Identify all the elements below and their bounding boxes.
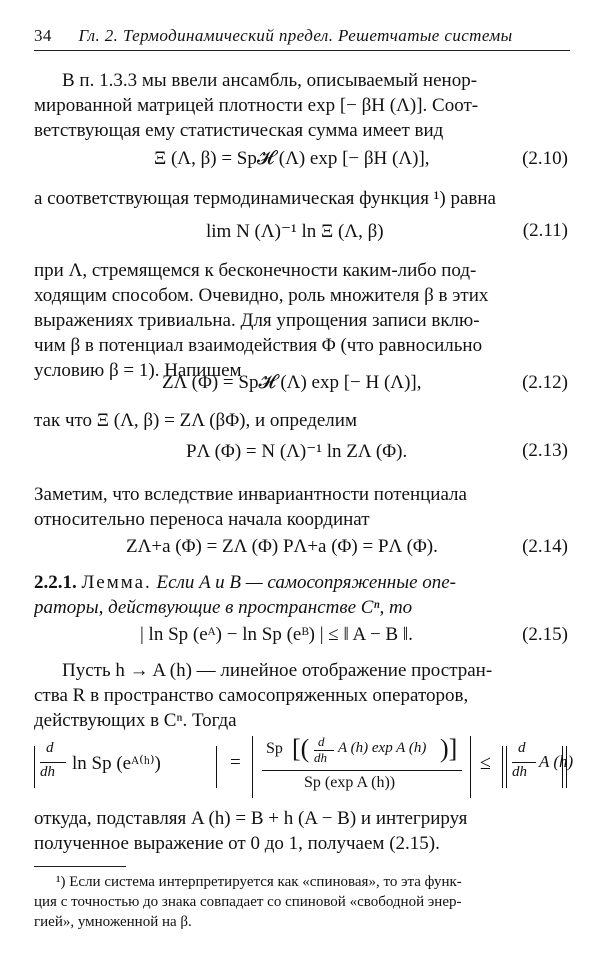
rhs-d: d [518, 740, 526, 756]
text-line: при Λ, стремящемся к бесконечности каким-либо под- [34, 260, 477, 281]
equation-number: (2.11) [522, 220, 568, 241]
text-line: В п. 1.3.3 мы ввели ансамбль, описываемый ненор- [62, 70, 478, 91]
abs-bar [34, 746, 35, 788]
frac-numerator: d [46, 740, 54, 756]
derivative-equation [34, 734, 574, 800]
paragraph-3 [34, 258, 570, 383]
equation-number: (2.15) [522, 624, 568, 645]
paragraph-1 [34, 68, 570, 143]
text-line: условию β = 1). Напишем [34, 360, 242, 381]
paragraph-2 [34, 186, 570, 211]
text-line: полученное выражение от 0 до 1, получаем (2.15). [34, 833, 440, 854]
equation-2-11 [34, 220, 570, 246]
bracket-close: )] [440, 734, 458, 763]
norm-bar [506, 746, 507, 788]
text-line: ветствующая ему статистическая сумма имеет вид [34, 120, 444, 141]
main-frac-line [262, 770, 462, 771]
abs-bar [252, 736, 253, 798]
text-line: а соответствующая термодинамическая функция ¹) равна [34, 188, 496, 209]
frac-denominator: dh [40, 764, 55, 780]
text-line: выражениях тривиальна. Для упрощения записи вклю- [34, 310, 480, 331]
footnote-rule [34, 866, 126, 867]
footnote [34, 872, 570, 932]
equation-formula: ZΛ (Φ) = Sp𝓗 (Λ) exp [− H (Λ)], [162, 372, 422, 393]
running-title: Гл. 2. Термодинамический предел. Решетчатые системы [78, 26, 513, 45]
inner-d: d [318, 734, 325, 749]
lemma-number: 2.2.1. [34, 572, 77, 593]
equation-number: (2.13) [522, 440, 568, 461]
lhs-expression: ln Sp (eᴬ⁽ʰ⁾) [72, 753, 161, 774]
equation-formula: | ln Sp (eᴬ) − ln Sp (eᴮ) | ≤ ‖ A − B ‖. [140, 624, 413, 645]
equation-formula: ZΛ+a (Φ) = ZΛ (Φ) PΛ+a (Φ) = PΛ (Φ). [126, 536, 438, 557]
equation-formula: PΛ (Φ) = N (Λ)⁻¹ ln ZΛ (Φ). [186, 441, 408, 462]
equation-2-13 [34, 440, 570, 466]
text-line: так что Ξ (Λ, β) = ZΛ (βΦ), и определим [34, 410, 357, 431]
abs-bar [470, 736, 471, 798]
equation-2-12 [34, 372, 570, 398]
equation-2-14 [34, 536, 570, 562]
frac-line [512, 762, 536, 763]
lemma-paragraph [34, 570, 570, 620]
paragraph-7 [34, 806, 570, 856]
footnote-line: ¹) Если система интерпретируется как «спиновая», то эта функ- [56, 874, 462, 890]
equation-2-15 [34, 624, 570, 650]
text-line: откуда, подставляя A (h) = B + h (A − B) и интегрируя [34, 808, 468, 829]
footnote-line: ция с точностью до знака совпадает со спиновой «свободной энер- [34, 894, 462, 910]
header-rule [34, 50, 570, 51]
frac-line [40, 762, 66, 763]
page-number: 34 [34, 26, 52, 45]
text-line: ства R в пространство самосопряженных операторов, [34, 685, 469, 706]
text-line: относительно переноса начала координат [34, 509, 370, 530]
text-line: чим β в потенциал взаимодействия Φ (что равносильно [34, 335, 483, 356]
abs-bar [216, 746, 217, 788]
lemma-word: Лемма. [81, 572, 152, 593]
rhs-expression: A (h) [539, 752, 574, 771]
running-header [34, 26, 570, 48]
equation-formula: lim N (Λ)⁻¹ ln Ξ (Λ, β) [206, 221, 384, 242]
paragraph-5 [34, 482, 570, 532]
num-inner: A (h) exp A (h) [338, 740, 427, 756]
inner-dh: dh [314, 750, 327, 765]
lemma-text: Если A и B — самосопряженные опе- [156, 572, 457, 593]
text-line: мированной матрицей плотности exp [− βH (Λ)]. Соот- [34, 95, 479, 116]
equation-number: (2.10) [522, 148, 568, 169]
rhs-dh: dh [512, 764, 527, 780]
norm-bar [562, 746, 563, 788]
bracket-open: [( [292, 734, 310, 763]
equation-formula: Ξ (Λ, β) = Sp𝓗 (Λ) exp [− βH (Λ)], [154, 148, 430, 169]
equation-2-10 [34, 148, 570, 174]
text-line: Пусть h → A (h) — линейное отображение простран- [62, 660, 493, 681]
norm-bar [566, 746, 567, 788]
paragraph-6 [34, 658, 570, 733]
num-sp: Sp [266, 740, 283, 757]
text-line: ходящим способом. Очевидно, роль множителя β в этих [34, 285, 489, 306]
norm-bar [502, 746, 503, 788]
text-line: Заметим, что вследствие инвариантности потенциала [34, 484, 467, 505]
equation-number: (2.12) [522, 372, 568, 393]
equation-number: (2.14) [522, 536, 568, 557]
frac-denominator: Sp (exp A (h)) [304, 774, 396, 791]
paragraph-4 [34, 408, 570, 433]
text-line: действующих в Cⁿ. Тогда [34, 710, 237, 731]
leq-sign: ≤ [480, 752, 491, 774]
footnote-line: гией», умноженной на β. [34, 914, 192, 930]
equals-sign: = [230, 752, 241, 773]
lemma-text: раторы, действующие в пространстве Cⁿ, то [34, 597, 413, 618]
